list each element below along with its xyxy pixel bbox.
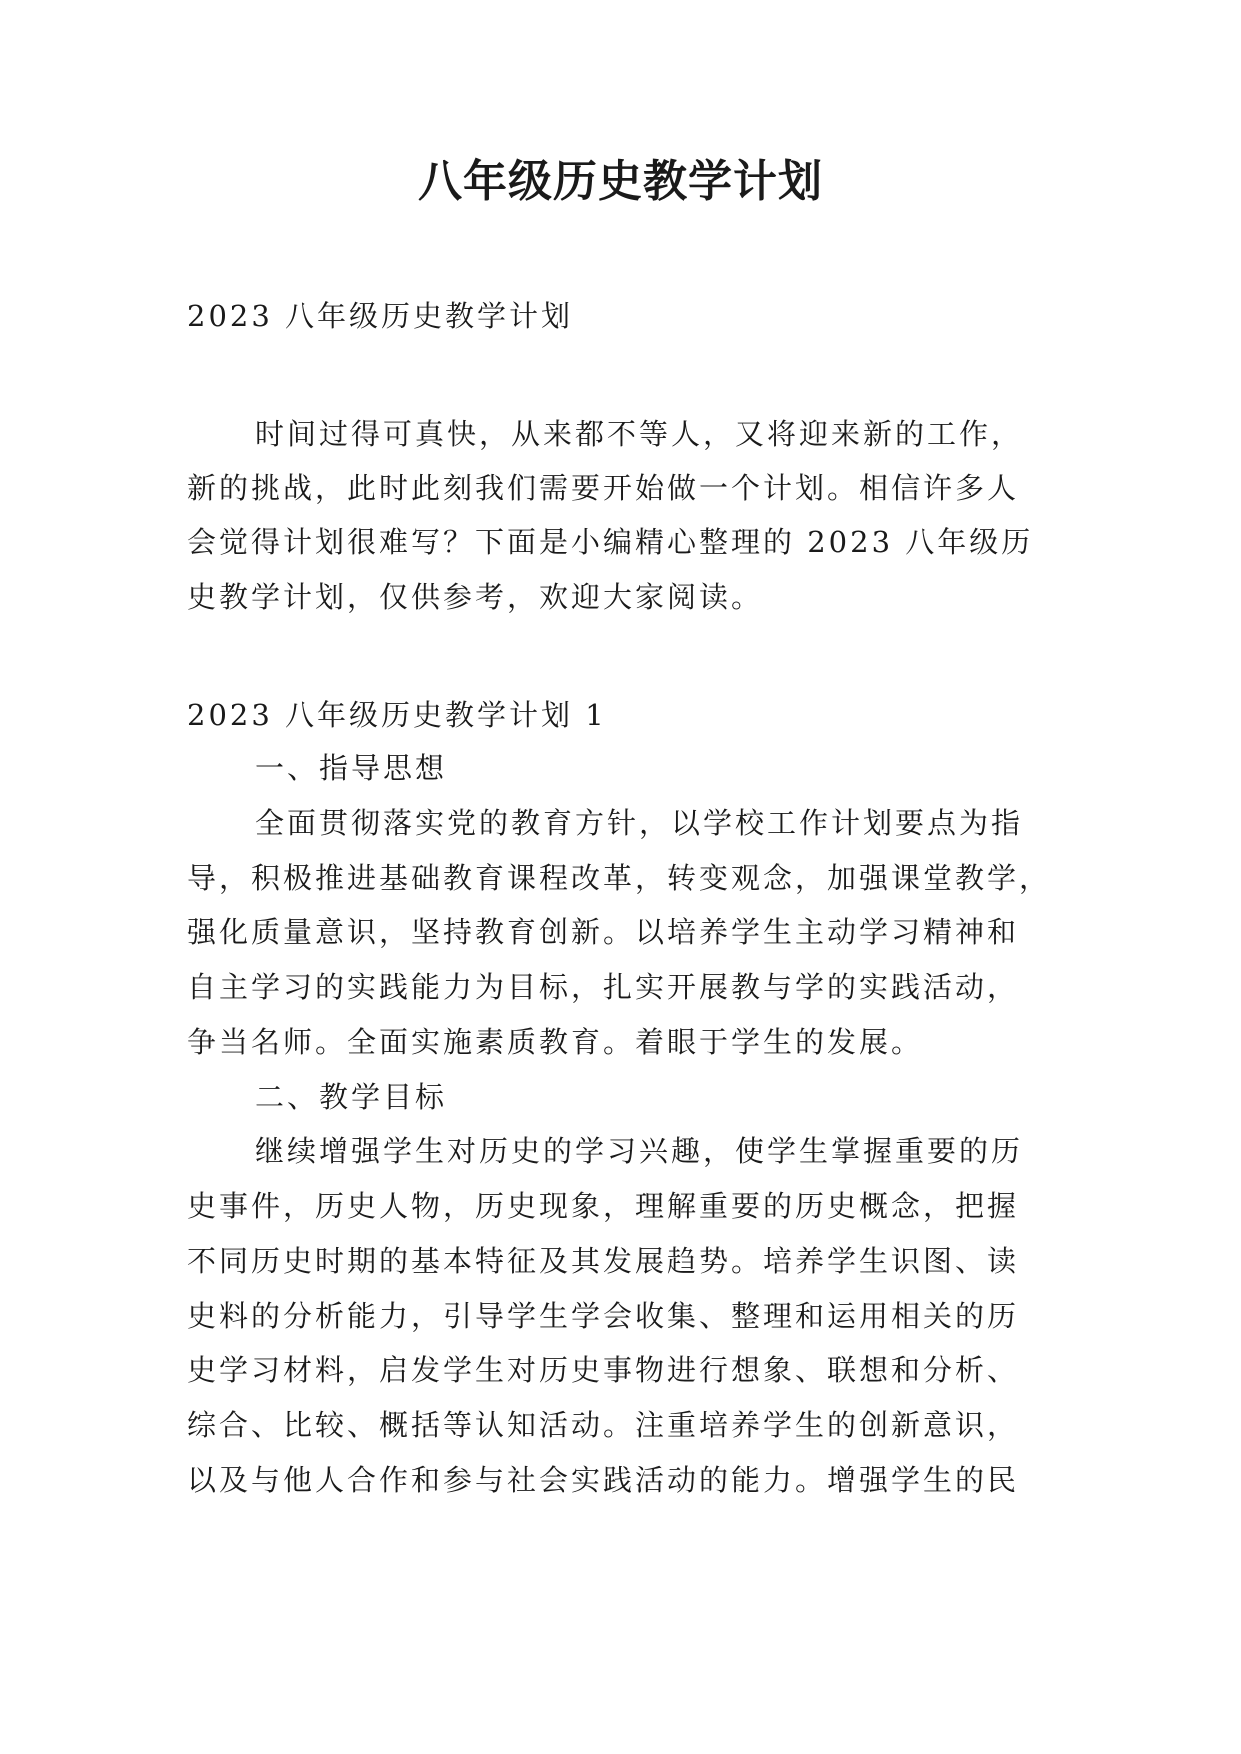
- part2-heading: 二、教学目标: [255, 1080, 448, 1114]
- document-subtitle: 2023 八年级历史教学计划: [187, 299, 574, 333]
- part2-line-6: 综合、比较、概括等认知活动。注重培养学生的创新意识，: [187, 1408, 1020, 1442]
- part1-line-2: 导，积极推进基础教育课程改革，转变观念，加强课堂教学，: [187, 861, 1052, 895]
- part2-line-7: 以及与他人合作和参与社会实践活动的能力。增强学生的民: [187, 1463, 1020, 1497]
- part2-line-2: 史事件，历史人物，历史现象，理解重要的历史概念，把握: [187, 1189, 1020, 1223]
- section-heading: 2023 八年级历史教学计划 1: [187, 698, 607, 732]
- part2-line-4: 史料的分析能力，引导学生学会收集、整理和运用相关的历: [187, 1299, 1020, 1333]
- part1-line-1: 全面贯彻落实党的教育方针，以学校工作计划要点为指: [255, 806, 1024, 840]
- intro-line-3: 会觉得计划很难写？下面是小编精心整理的 2023 八年级历: [187, 525, 1034, 559]
- part1-line-4: 自主学习的实践能力为目标，扎实开展教与学的实践活动，: [187, 970, 1020, 1004]
- part1-line-3: 强化质量意识，坚持教育创新。以培养学生主动学习精神和: [187, 915, 1020, 949]
- document-title: 八年级历史教学计划: [418, 156, 823, 207]
- part2-line-5: 史学习材料，启发学生对历史事物进行想象、联想和分析、: [187, 1353, 1020, 1387]
- part1-line-5: 争当名师。全面实施素质教育。着眼于学生的发展。: [187, 1025, 924, 1059]
- intro-line-2: 新的挑战，此时此刻我们需要开始做一个计划。相信许多人: [187, 471, 1020, 505]
- part2-line-3: 不同历史时期的基本特征及其发展趋势。培养学生识图、读: [187, 1244, 1020, 1278]
- intro-line-4: 史教学计划，仅供参考，欢迎大家阅读。: [187, 580, 764, 614]
- part2-line-1: 继续增强学生对历史的学习兴趣，使学生掌握重要的历: [255, 1134, 1024, 1168]
- part1-heading: 一、指导思想: [255, 751, 448, 785]
- intro-line-1: 时间过得可真快，从来都不等人，又将迎来新的工作，: [255, 417, 1024, 451]
